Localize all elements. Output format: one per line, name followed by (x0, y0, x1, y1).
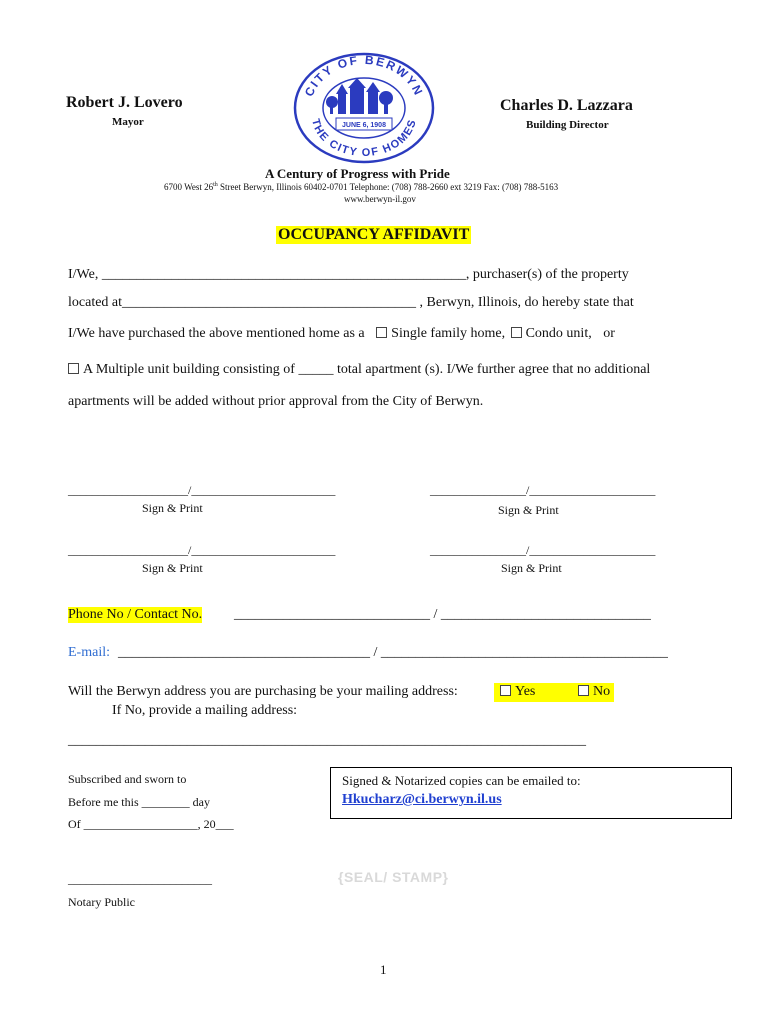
seal-stamp-placeholder: {SEAL/ STAMP} (338, 869, 449, 885)
page-number: 1 (380, 962, 387, 977)
purchaser-line[interactable]: I/We, ____________________________________________________, purchaser(s) of the property (68, 267, 629, 282)
mailing-question: Will the Berwyn address you are purchasing be your mailing address: (68, 684, 458, 699)
no-checkbox[interactable] (578, 685, 589, 696)
sign-print-label-4: Sign & Print (501, 561, 562, 575)
yes-checkbox[interactable] (500, 685, 511, 696)
notary-email-link[interactable]: Hkucharz@ci.berwyn.il.us (342, 792, 502, 807)
or-text: or (603, 326, 615, 341)
sign-print-label-3: Sign & Print (142, 561, 203, 575)
website: www.berwyn-il.gov (344, 194, 416, 204)
mayor-name: Robert J. Lovero (66, 94, 183, 111)
sign-print-label-1: Sign & Print (142, 501, 203, 515)
form-title: OCCUPANCY AFFIDAVIT (278, 226, 470, 243)
notarized-copies-text: Signed & Notarized copies can be emailed to: (342, 773, 581, 788)
seal-ring-top: CITY OF BERWYN (301, 52, 427, 99)
home-type-prefix: I/We have purchased the above mentioned home as a (68, 326, 365, 341)
home-type-line (68, 326, 615, 342)
sign-print-label-2: Sign & Print (498, 503, 559, 517)
before-me-line[interactable]: Before me this ________ day (68, 795, 210, 809)
email-lines[interactable]: ____________________________________ / _________________________________________ (118, 645, 668, 660)
of-date-line[interactable]: Of ___________________, 20___ (68, 817, 234, 831)
multi-unit-checkbox[interactable] (68, 363, 79, 374)
property-address-line[interactable]: located at__________________________________________ , Berwyn, Illinois, do hereby state that (68, 295, 634, 310)
single-family-option[interactable]: Single family home, (376, 326, 505, 341)
signature-line-2[interactable]: ________________/_____________________ (430, 483, 656, 497)
director-title: Building Director (526, 119, 609, 131)
single-family-checkbox[interactable] (376, 327, 387, 338)
subscribed-text: Subscribed and sworn to (68, 772, 187, 786)
no-additional-line: apartments will be added without prior approval from the City of Berwyn. (68, 394, 484, 409)
mayor-title: Mayor (112, 116, 144, 128)
signature-line-4[interactable]: ________________/_____________________ (430, 543, 656, 557)
email-label: E-mail: (68, 645, 110, 660)
phone-lines[interactable]: ____________________________ / ______________________________ (234, 607, 651, 622)
signature-line-1[interactable]: ____________________/________________________ (68, 483, 336, 497)
city-seal-logo (292, 52, 436, 164)
motto: A Century of Progress with Pride (265, 166, 450, 181)
address-line: 6700 West 26th Street Berwyn, Illinois 60402-0701 Telephone: (708) 788-2660 ext 3219 Fax: (708) 788-5163 (164, 182, 559, 192)
seal-houses-icon (326, 78, 393, 114)
yes-no-highlight (494, 683, 614, 702)
phone-label: Phone No / Contact No. (68, 607, 203, 622)
notary-public-label: Notary Public (68, 895, 135, 909)
mailing-no-option[interactable]: No (578, 684, 610, 700)
condo-checkbox[interactable] (511, 327, 522, 338)
seal-ribbon: JUNE 6, 1908 (342, 122, 386, 129)
seal-ring-bottom: THE CITY OF HOMES (309, 117, 419, 160)
mailing-yes-option[interactable]: Yes (500, 684, 535, 700)
notary-signature-line[interactable]: ________________________ (68, 872, 212, 886)
signature-line-3[interactable]: ____________________/________________________ (68, 543, 336, 557)
mailing-address-line[interactable]: __________________________________________________________________________ (68, 733, 586, 748)
multi-unit-line[interactable]: A Multiple unit building consisting of _____ total apartment (s). I/We further agree that no additional (68, 362, 650, 378)
if-no-label: If No, provide a mailing address: (112, 703, 298, 718)
condo-option[interactable]: Condo unit, (511, 326, 592, 341)
director-name: Charles D. Lazzara (500, 97, 633, 114)
